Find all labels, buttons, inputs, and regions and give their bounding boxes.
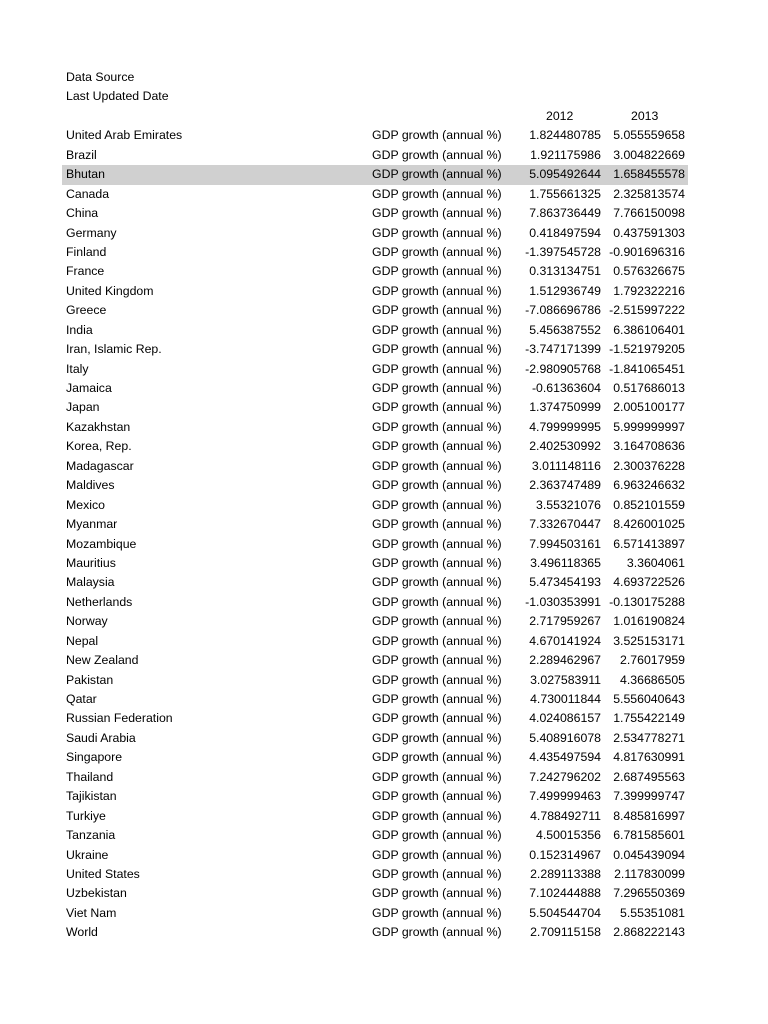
- value-2013-cell[interactable]: 5.055559658: [613, 128, 685, 143]
- value-2013-cell[interactable]: 8.485816997: [613, 808, 685, 823]
- country-cell[interactable]: Nepal: [66, 633, 99, 648]
- value-2012-cell[interactable]: 3.027583911: [530, 672, 601, 687]
- table-row: [0, 884, 768, 903]
- series-cell[interactable]: GDP growth (annual %): [372, 789, 502, 804]
- table-row: [0, 690, 768, 709]
- value-2012-cell[interactable]: 7.332670447: [529, 517, 601, 532]
- value-2013-cell[interactable]: 2.687495563: [613, 769, 685, 784]
- value-2013-cell[interactable]: -2.515997222: [609, 303, 685, 318]
- series-cell[interactable]: GDP growth (annual %): [372, 614, 502, 629]
- series-cell[interactable]: GDP growth (annual %): [372, 419, 502, 434]
- value-2012-cell[interactable]: -1.397545728: [525, 244, 601, 259]
- value-2012-cell[interactable]: 3.011148116: [531, 458, 601, 473]
- value-2012-cell[interactable]: 4.799999995: [529, 419, 601, 434]
- series-cell[interactable]: GDP growth (annual %): [372, 303, 502, 318]
- value-2012-cell[interactable]: 1.755661325: [529, 186, 601, 201]
- country-cell[interactable]: Mexico: [66, 497, 105, 512]
- value-2013-cell[interactable]: 2.117830099: [614, 866, 685, 881]
- table-row: [0, 437, 768, 456]
- series-cell[interactable]: GDP growth (annual %): [372, 264, 502, 279]
- country-cell[interactable]: Myanmar: [66, 517, 118, 532]
- table-row: [0, 923, 768, 942]
- series-cell[interactable]: GDP growth (annual %): [372, 692, 502, 706]
- series-cell[interactable]: GDP growth (annual %): [372, 653, 502, 668]
- value-2013-cell[interactable]: -1.521979205: [609, 342, 685, 357]
- table-row: [0, 457, 768, 476]
- year-header-row: [0, 107, 768, 126]
- value-2013-cell[interactable]: 0.852101559: [613, 497, 685, 512]
- value-2012-cell[interactable]: -3.747171399: [525, 342, 601, 357]
- table-row: [0, 340, 768, 359]
- value-2013-cell[interactable]: 6.963246632: [613, 478, 685, 493]
- country-cell[interactable]: Turkiye: [66, 808, 106, 823]
- value-2012-cell[interactable]: 2.363747489: [529, 478, 601, 493]
- value-2012-cell[interactable]: 0.152314967: [529, 847, 601, 862]
- table-row: [0, 204, 768, 223]
- table-row: [0, 807, 768, 826]
- value-2012-cell[interactable]: 0.313134751: [529, 264, 601, 279]
- series-cell[interactable]: GDP growth (annual %): [372, 925, 502, 940]
- value-2013-cell[interactable]: 1.792322216: [613, 283, 685, 298]
- country-cell[interactable]: Uzbekistan: [66, 886, 127, 901]
- series-cell[interactable]: GDP growth (annual %): [372, 167, 502, 182]
- country-cell[interactable]: Greece: [66, 303, 107, 318]
- value-2012-cell[interactable]: 0.418497594: [529, 225, 601, 240]
- country-cell[interactable]: Brazil: [66, 147, 97, 162]
- value-2012-cell[interactable]: 7.499999463: [529, 789, 601, 804]
- series-cell[interactable]: GDP growth (annual %): [372, 594, 502, 609]
- value-2012-cell[interactable]: 2.717959267: [529, 614, 601, 629]
- value-2013-cell[interactable]: 6.386106401: [613, 322, 685, 337]
- value-2012-cell[interactable]: 5.456387552: [529, 322, 601, 337]
- table-row: [0, 262, 768, 281]
- data-rows: [0, 126, 768, 942]
- value-2012-cell[interactable]: 4.670141924: [529, 633, 601, 648]
- table-row: [0, 671, 768, 690]
- country-cell[interactable]: Ukraine: [66, 847, 109, 862]
- series-cell[interactable]: GDP growth (annual %): [372, 283, 502, 298]
- series-cell[interactable]: GDP growth (annual %): [372, 750, 502, 765]
- table-row: [0, 593, 768, 612]
- table-row: [0, 515, 768, 534]
- value-2013-cell[interactable]: 7.399999747: [613, 789, 685, 804]
- value-2013-cell[interactable]: 0.045439094: [613, 847, 685, 862]
- country-cell[interactable]: Madagascar: [66, 458, 134, 473]
- series-cell[interactable]: GDP growth (annual %): [372, 517, 502, 532]
- spreadsheet-sheet: [0, 68, 768, 943]
- country-cell[interactable]: Tajikistan: [66, 789, 117, 804]
- value-2013-cell[interactable]: 3.525153171: [613, 633, 685, 648]
- value-2013-cell[interactable]: 5.556040643: [613, 692, 685, 706]
- country-cell[interactable]: Netherlands: [66, 594, 133, 609]
- table-row: [0, 398, 768, 417]
- value-2013-cell[interactable]: 1.658455578: [613, 167, 685, 182]
- country-cell[interactable]: Thailand: [66, 769, 114, 784]
- value-2012-cell[interactable]: -1.030353991: [525, 594, 601, 609]
- value-2013-cell[interactable]: -1.841065451: [609, 361, 685, 376]
- value-2012-cell[interactable]: 2.289113388: [530, 866, 601, 881]
- country-cell[interactable]: Qatar: [66, 692, 97, 706]
- series-cell[interactable]: GDP growth (annual %): [372, 575, 502, 590]
- value-2012-cell[interactable]: -2.980905768: [525, 361, 601, 376]
- value-2013-cell[interactable]: 4.693722526: [613, 575, 685, 590]
- country-cell[interactable]: Finland: [66, 244, 107, 259]
- value-2012-cell[interactable]: 1.921175986: [530, 147, 601, 162]
- country-cell[interactable]: Pakistan: [66, 672, 114, 687]
- table-row: [0, 632, 768, 651]
- series-cell[interactable]: GDP growth (annual %): [372, 828, 502, 843]
- value-2012-cell[interactable]: 2.289462967: [529, 653, 601, 668]
- series-cell[interactable]: GDP growth (annual %): [372, 225, 502, 240]
- value-2013-cell[interactable]: 2.325813574: [613, 186, 685, 201]
- value-2013-cell[interactable]: 1.016190824: [613, 614, 685, 629]
- country-cell[interactable]: New Zealand: [66, 653, 139, 668]
- value-2013-cell[interactable]: 2.534778271: [613, 730, 685, 745]
- value-2013-cell[interactable]: 2.005100177: [613, 400, 685, 415]
- table-row: [0, 321, 768, 340]
- table-row: [0, 282, 768, 301]
- table-row: [0, 126, 768, 145]
- country-cell[interactable]: World: [66, 925, 98, 940]
- series-cell[interactable]: GDP growth (annual %): [372, 905, 502, 920]
- series-cell[interactable]: GDP growth (annual %): [372, 186, 502, 201]
- table-row: [0, 573, 768, 592]
- table-row: [0, 748, 768, 767]
- value-2013-cell[interactable]: -0.901696316: [609, 244, 685, 259]
- table-row: [0, 787, 768, 806]
- column-header-2013[interactable]: 2013: [631, 108, 659, 123]
- value-2012-cell[interactable]: 4.435497594: [529, 750, 601, 765]
- value-2013-cell[interactable]: 0.576326675: [613, 264, 685, 279]
- value-2012-cell[interactable]: 3.496118365: [530, 555, 601, 570]
- value-2013-cell[interactable]: 4.36686505: [620, 672, 685, 687]
- value-2013-cell[interactable]: 3.164708636: [613, 439, 685, 454]
- value-2012-cell[interactable]: 7.242796202: [529, 769, 601, 784]
- last-updated-label[interactable]: Last Updated Date: [66, 89, 169, 104]
- series-cell[interactable]: GDP growth (annual %): [372, 478, 502, 493]
- series-cell[interactable]: GDP growth (annual %): [372, 769, 502, 784]
- value-2012-cell[interactable]: 4.730011844: [530, 692, 601, 706]
- series-cell[interactable]: GDP growth (annual %): [372, 342, 502, 357]
- value-2012-cell[interactable]: 2.402530992: [529, 439, 601, 454]
- value-2013-cell[interactable]: 1.755422149: [613, 711, 685, 726]
- value-2013-cell[interactable]: 6.571413897: [613, 536, 685, 551]
- value-2013-cell[interactable]: 2.868222143: [613, 925, 685, 940]
- series-cell[interactable]: GDP growth (annual %): [372, 730, 502, 745]
- value-2013-cell[interactable]: 0.517686013: [613, 381, 685, 395]
- country-cell[interactable]: Iran, Islamic Rep.: [66, 342, 162, 357]
- country-cell[interactable]: Mauritius: [66, 555, 116, 570]
- table-row: [0, 768, 768, 787]
- series-cell[interactable]: GDP growth (annual %): [372, 381, 502, 395]
- table-row: [0, 476, 768, 495]
- country-cell[interactable]: Saudi Arabia: [66, 730, 136, 745]
- value-2012-cell[interactable]: 7.994503161: [529, 536, 601, 551]
- country-cell[interactable]: Mozambique: [66, 536, 137, 551]
- series-cell[interactable]: GDP growth (annual %): [372, 847, 502, 862]
- value-2013-cell[interactable]: 8.426001025: [613, 517, 685, 532]
- country-cell[interactable]: France: [66, 264, 105, 279]
- table-row: [0, 165, 768, 184]
- series-cell[interactable]: GDP growth (annual %): [372, 886, 502, 901]
- series-cell[interactable]: GDP growth (annual %): [372, 400, 502, 415]
- table-row: [0, 146, 768, 165]
- series-cell[interactable]: GDP growth (annual %): [372, 866, 502, 881]
- value-2013-cell[interactable]: 7.296550369: [613, 886, 685, 901]
- value-2012-cell[interactable]: 3.55321076: [536, 497, 601, 512]
- table-row: [0, 224, 768, 243]
- series-cell[interactable]: GDP growth (annual %): [372, 555, 502, 570]
- series-cell[interactable]: GDP growth (annual %): [372, 711, 502, 726]
- country-cell[interactable]: Japan: [66, 400, 100, 415]
- value-2013-cell[interactable]: 3.3604061: [626, 555, 685, 570]
- country-cell[interactable]: United Arab Emirates: [66, 128, 183, 143]
- country-cell[interactable]: Germany: [66, 225, 117, 240]
- table-row: [0, 243, 768, 262]
- value-2013-cell[interactable]: 5.55351081: [620, 905, 685, 920]
- series-cell[interactable]: GDP growth (annual %): [372, 808, 502, 823]
- country-cell[interactable]: Kazakhstan: [66, 419, 131, 434]
- value-2012-cell[interactable]: 4.788492711: [530, 808, 601, 823]
- country-cell[interactable]: Viet Nam: [66, 905, 117, 920]
- series-cell[interactable]: GDP growth (annual %): [372, 536, 502, 551]
- country-cell[interactable]: Italy: [66, 361, 89, 376]
- value-2013-cell[interactable]: 0.437591303: [613, 225, 685, 240]
- series-cell[interactable]: GDP growth (annual %): [372, 497, 502, 512]
- table-row: [0, 185, 768, 204]
- table-row: [0, 301, 768, 320]
- country-cell[interactable]: China: [66, 206, 99, 221]
- series-cell[interactable]: GDP growth (annual %): [372, 322, 502, 337]
- value-2013-cell[interactable]: 5.999999997: [613, 419, 685, 434]
- value-2013-cell[interactable]: 6.781585601: [613, 828, 685, 843]
- series-cell[interactable]: GDP growth (annual %): [372, 206, 502, 221]
- value-2012-cell[interactable]: 1.512936749: [529, 283, 601, 298]
- value-2013-cell[interactable]: 2.300376228: [613, 458, 685, 473]
- value-2012-cell[interactable]: 2.709115158: [530, 925, 601, 940]
- series-cell[interactable]: GDP growth (annual %): [372, 458, 502, 473]
- value-2013-cell[interactable]: 2.76017959: [620, 653, 685, 668]
- country-cell[interactable]: Tanzania: [66, 828, 116, 843]
- table-row: [0, 865, 768, 884]
- table-row: [0, 496, 768, 515]
- value-2012-cell[interactable]: -7.086696786: [525, 303, 601, 318]
- country-cell[interactable]: Russian Federation: [66, 711, 173, 726]
- value-2012-cell[interactable]: 1.374750999: [529, 400, 601, 415]
- value-2012-cell[interactable]: 5.473454193: [529, 575, 601, 590]
- series-cell[interactable]: GDP growth (annual %): [372, 672, 502, 687]
- country-cell[interactable]: Bhutan: [66, 167, 105, 182]
- value-2013-cell[interactable]: 7.766150098: [613, 206, 685, 221]
- country-cell[interactable]: Malaysia: [66, 575, 115, 590]
- table-row: [0, 612, 768, 631]
- value-2012-cell[interactable]: 5.504544704: [529, 905, 601, 920]
- table-row: [0, 418, 768, 437]
- value-2012-cell[interactable]: 5.408916078: [529, 730, 601, 745]
- series-cell[interactable]: GDP growth (annual %): [372, 439, 502, 454]
- country-cell[interactable]: United Kingdom: [66, 283, 154, 298]
- series-cell[interactable]: GDP growth (annual %): [372, 633, 502, 648]
- last-updated-row: [0, 87, 768, 106]
- table-row: [0, 729, 768, 748]
- country-cell[interactable]: Jamaica: [66, 381, 112, 395]
- series-cell[interactable]: GDP growth (annual %): [372, 361, 502, 376]
- value-2012-cell[interactable]: 1.824480785: [529, 128, 601, 143]
- value-2012-cell[interactable]: 7.863736449: [529, 206, 601, 221]
- country-cell[interactable]: Singapore: [66, 750, 123, 765]
- table-row: [0, 846, 768, 865]
- value-2012-cell[interactable]: 4.50015356: [536, 828, 601, 843]
- country-cell[interactable]: India: [66, 322, 93, 337]
- value-2013-cell[interactable]: 4.817630991: [613, 750, 685, 765]
- value-2012-cell[interactable]: 7.102444888: [529, 886, 601, 901]
- country-cell[interactable]: Canada: [66, 186, 110, 201]
- value-2013-cell[interactable]: -0.130175288: [609, 594, 685, 609]
- table-row: [0, 709, 768, 728]
- table-row: [0, 554, 768, 573]
- table-row: [0, 904, 768, 923]
- value-2012-cell[interactable]: -0.61363604: [531, 381, 601, 395]
- table-row: [0, 379, 768, 398]
- country-cell[interactable]: United States: [66, 866, 140, 881]
- table-row: [0, 535, 768, 554]
- country-cell[interactable]: Korea, Rep.: [66, 439, 132, 454]
- value-2013-cell[interactable]: 3.004822669: [613, 147, 685, 162]
- table-row: [0, 651, 768, 670]
- country-cell[interactable]: Norway: [66, 614, 108, 629]
- series-cell[interactable]: GDP growth (annual %): [372, 147, 502, 162]
- table-row: [0, 826, 768, 845]
- data-source-row: [0, 68, 768, 87]
- table-row: [0, 360, 768, 379]
- column-header-2012[interactable]: 2012: [546, 108, 574, 123]
- country-cell[interactable]: Maldives: [66, 478, 115, 493]
- value-2012-cell[interactable]: 5.095492644: [529, 167, 601, 182]
- data-source-label[interactable]: Data Source: [66, 70, 135, 84]
- value-2012-cell[interactable]: 4.024086157: [529, 711, 601, 726]
- series-cell[interactable]: GDP growth (annual %): [372, 128, 502, 143]
- series-cell[interactable]: GDP growth (annual %): [372, 244, 502, 259]
